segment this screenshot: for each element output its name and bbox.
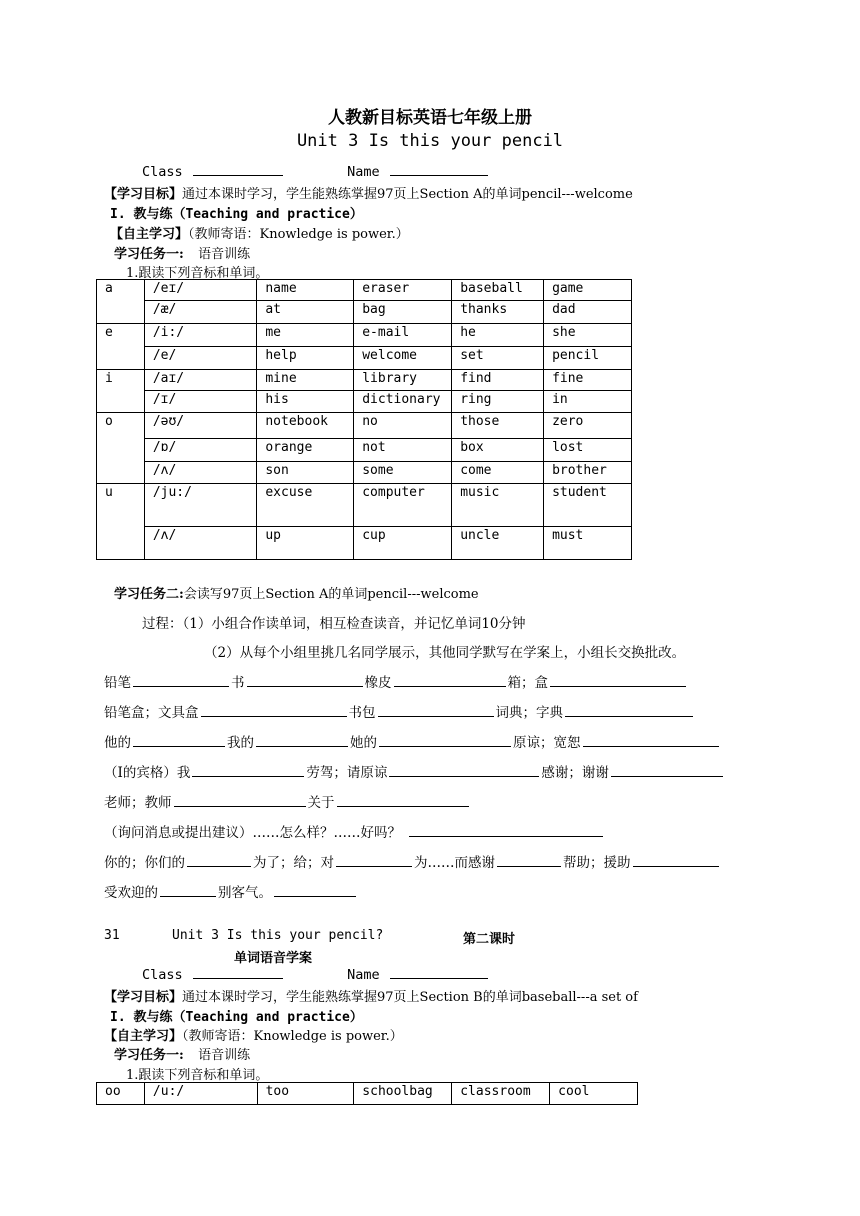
class-blank <box>193 966 283 979</box>
task1 <box>114 1044 250 1063</box>
class-name-row <box>142 966 490 983</box>
answer-blank[interactable] <box>389 764 539 777</box>
word-cell: not <box>354 439 452 462</box>
word-cell: pencil <box>544 347 632 370</box>
word-cell: dad <box>544 301 632 324</box>
word-cell: his <box>257 391 354 413</box>
letter-cell: oo <box>97 1083 145 1105</box>
lesson2-subtitle: 单词语音学案 <box>234 951 313 966</box>
word-cell: must <box>544 527 632 560</box>
self-study-text: （教师寄语：Knowledge is power.） <box>182 1029 403 1044</box>
word-cell: in <box>544 391 632 413</box>
learning-goal <box>104 986 638 1005</box>
answer-blank[interactable] <box>337 794 469 807</box>
word-cell: lost <box>544 439 632 462</box>
vocab-prompt: 书包 <box>348 705 376 721</box>
answer-blank[interactable] <box>565 704 693 717</box>
ipa-cell: /æ/ <box>144 301 257 324</box>
self-study-label: 【自主学习】 <box>110 227 189 242</box>
word-cell: excuse <box>257 484 354 527</box>
vocab-prompt: 她的 <box>350 735 377 751</box>
answer-blank[interactable] <box>192 764 304 777</box>
ipa-cell: /i:/ <box>144 324 257 347</box>
word-cell: dictionary <box>354 391 452 413</box>
letter-cell: u <box>97 484 145 560</box>
ipa-cell: /ɒ/ <box>144 439 257 462</box>
goal-text: 通过本课时学习，学生能熟练掌握97页上Section B的单词baseball---a set of <box>182 990 638 1005</box>
word-cell: orange <box>257 439 354 462</box>
vocab-prompt: 原谅；宽恕 <box>513 735 581 751</box>
answer-blank[interactable] <box>201 704 347 717</box>
phonics-table-2 <box>96 1082 638 1105</box>
word-cell: student <box>544 484 632 527</box>
word-cell: baseball <box>452 280 544 301</box>
answer-blank[interactable] <box>133 734 225 747</box>
word-cell: zero <box>544 413 632 439</box>
task1-label: 学习任务一: <box>114 1048 184 1063</box>
vocab-prompt: 橡皮 <box>364 675 392 691</box>
vocab-prompt: 帮助；援助 <box>563 855 631 871</box>
name-blank <box>390 966 488 979</box>
vocab-row <box>104 791 471 811</box>
ipa-cell: /ju:/ <box>144 484 257 527</box>
answer-blank[interactable] <box>187 854 251 867</box>
ipa-cell: /əʊ/ <box>144 413 257 439</box>
name-blank <box>390 163 488 176</box>
word-cell: set <box>452 347 544 370</box>
answer-blank[interactable] <box>394 674 506 687</box>
lesson-label: 第二课时 <box>463 932 516 947</box>
vocab-prompt: （I的宾格）我 <box>104 765 191 781</box>
answer-blank[interactable] <box>336 854 412 867</box>
word-cell: e-mail <box>354 324 452 347</box>
vocab-prompt: 受欢迎的 <box>104 885 158 901</box>
vocab-row <box>104 701 695 721</box>
word-cell: cup <box>354 527 452 560</box>
word-cell: up <box>257 527 354 560</box>
vocab-prompt: 铅笔 <box>104 675 131 691</box>
answer-blank[interactable] <box>583 734 719 747</box>
lesson2-unit-title: Unit 3 Is this your pencil? <box>172 928 384 943</box>
phonics-table <box>96 279 632 560</box>
vocab-row <box>104 671 688 691</box>
answer-blank[interactable] <box>497 854 561 867</box>
word-cell: fine <box>544 370 632 391</box>
answer-blank[interactable] <box>247 674 363 687</box>
phonics-row <box>97 484 632 527</box>
task2-label: 学习任务二: <box>114 587 184 602</box>
process-step-2: （2）从每个小组里挑几名同学展示，其他同学默写在学案上，小组长交换批改。 <box>204 645 686 661</box>
word-cell: find <box>452 370 544 391</box>
phonics-row <box>97 527 632 560</box>
word-cell: notebook <box>257 413 354 439</box>
phonics-row <box>97 324 632 347</box>
word-cell: at <box>257 301 354 324</box>
vocab-row <box>104 881 358 901</box>
vocab-prompt: （询问消息或提出建议）……怎么样？……好吗？ <box>104 825 401 841</box>
word-cell: library <box>354 370 452 391</box>
task1 <box>114 243 250 262</box>
word-cell: she <box>544 324 632 347</box>
ipa-cell: /ʌ/ <box>144 527 257 560</box>
word-cell: eraser <box>354 280 452 301</box>
self-study-label: 【自主学习】 <box>104 1029 183 1044</box>
word-cell: no <box>354 413 452 439</box>
word-cell: welcome <box>354 347 452 370</box>
ipa-cell: /ɪ/ <box>144 391 257 413</box>
answer-blank[interactable] <box>133 674 229 687</box>
answer-blank[interactable] <box>409 824 603 837</box>
word-cell: some <box>354 462 452 484</box>
word-cell: music <box>452 484 544 527</box>
word-cell: come <box>452 462 544 484</box>
vocab-prompt: 我的 <box>227 735 254 751</box>
name-label: Name <box>347 164 380 180</box>
ipa-cell: /e/ <box>144 347 257 370</box>
phonics-row <box>97 347 632 370</box>
phonics-row <box>97 280 632 301</box>
phonics-row <box>97 439 632 462</box>
vocab-prompt: 别客气。 <box>218 885 272 901</box>
word-cell: ring <box>452 391 544 413</box>
vocab-prompt: 感谢；谢谢 <box>541 765 609 781</box>
vocab-prompt: 书 <box>231 675 245 691</box>
answer-blank[interactable] <box>160 884 216 897</box>
vocab-prompt: 为……而感谢 <box>414 855 495 871</box>
vocab-row <box>104 761 725 781</box>
vocab-row <box>104 821 605 841</box>
answer-blank[interactable] <box>378 704 494 717</box>
goal-label: 【学习目标】 <box>104 187 183 202</box>
answer-blank[interactable] <box>174 794 306 807</box>
word-cell: name <box>257 280 354 301</box>
vocab-row <box>104 851 721 871</box>
class-label: Class <box>142 164 183 180</box>
ipa-cell: /u:/ <box>144 1083 257 1105</box>
answer-blank[interactable] <box>633 854 719 867</box>
vocab-prompt: 箱；盒 <box>507 675 548 691</box>
word-cell: computer <box>354 484 452 527</box>
word-cell: box <box>452 439 544 462</box>
word-cell: help <box>257 347 354 370</box>
vocab-prompt: 铅笔盒；文具盒 <box>104 705 199 721</box>
letter-cell: e <box>97 324 145 370</box>
word-cell: too <box>257 1083 354 1105</box>
word-cell: schoolbag <box>354 1083 452 1105</box>
goal-label: 【学习目标】 <box>104 990 183 1005</box>
phonics-row <box>97 1083 638 1105</box>
word-cell: uncle <box>452 527 544 560</box>
page-title: 人教新目标英语七年级上册 <box>328 108 532 128</box>
task1-text: 语音训练 <box>198 1048 251 1063</box>
letter-cell: a <box>97 280 145 324</box>
self-study <box>110 223 409 242</box>
class-name-row <box>142 163 490 180</box>
goal-text: 通过本课时学习，学生能熟练掌握97页上Section A的单词pencil---welcome <box>182 187 633 202</box>
phonics-row <box>97 462 632 484</box>
letter-cell: o <box>97 413 145 484</box>
word-cell: me <box>257 324 354 347</box>
vocab-prompt: 他的 <box>104 735 131 751</box>
phonics-row <box>97 391 632 413</box>
vocab-prompt: 劳驾；请原谅 <box>306 765 388 781</box>
vocab-prompt: 为了；给；对 <box>253 855 334 871</box>
answer-blank[interactable] <box>256 734 348 747</box>
word-cell: brother <box>544 462 632 484</box>
page-number: 31 <box>104 928 120 943</box>
answer-blank[interactable] <box>611 764 723 777</box>
self-study <box>104 1025 403 1044</box>
vocab-prompt: 关于 <box>307 795 335 811</box>
ipa-cell: /ʌ/ <box>144 462 257 484</box>
self-study-text: （教师寄语：Knowledge is power.） <box>188 227 409 242</box>
learning-goal <box>104 183 633 202</box>
phonics-row <box>97 413 632 439</box>
word-cell: cool <box>550 1083 638 1105</box>
class-blank <box>193 163 283 176</box>
vocab-prompt: 词典；字典 <box>495 705 563 721</box>
vocab-prompt: 你的；你们的 <box>104 855 185 871</box>
phonics-row <box>97 370 632 391</box>
word-cell: son <box>257 462 354 484</box>
ipa-cell: /aɪ/ <box>144 370 257 391</box>
answer-blank[interactable] <box>550 674 686 687</box>
task1-label: 学习任务一: <box>114 247 184 262</box>
answer-blank[interactable] <box>274 884 356 897</box>
word-cell: mine <box>257 370 354 391</box>
task2-text: 会读写97页上Section A的单词pencil---welcome <box>183 587 479 602</box>
letter-cell: i <box>97 370 145 413</box>
process-step-1: 过程：（1）小组合作读单词，相互检查读音，并记忆单词10分钟 <box>142 616 526 632</box>
task1-text: 语音训练 <box>198 247 251 262</box>
step1-instruction: 1.跟读下列音标和单词。 <box>126 1068 269 1083</box>
word-cell: game <box>544 280 632 301</box>
vocab-row <box>104 731 721 751</box>
section-heading: I. 教与练（Teaching and practice） <box>110 207 363 222</box>
phonics-row <box>97 301 632 324</box>
vocab-prompt: 老师；教师 <box>104 795 172 811</box>
word-cell: he <box>452 324 544 347</box>
section-heading: I. 教与练（Teaching and practice） <box>110 1010 363 1025</box>
class-label: Class <box>142 967 183 983</box>
name-label: Name <box>347 967 380 983</box>
answer-blank[interactable] <box>379 734 511 747</box>
word-cell: those <box>452 413 544 439</box>
ipa-cell: /eɪ/ <box>144 280 257 301</box>
task2 <box>114 583 479 602</box>
unit-title: Unit 3 Is this your pencil <box>296 131 564 151</box>
word-cell: thanks <box>452 301 544 324</box>
step1-instruction: 1.跟读下列音标和单词。 <box>126 266 269 281</box>
word-cell: bag <box>354 301 452 324</box>
word-cell: classroom <box>452 1083 550 1105</box>
